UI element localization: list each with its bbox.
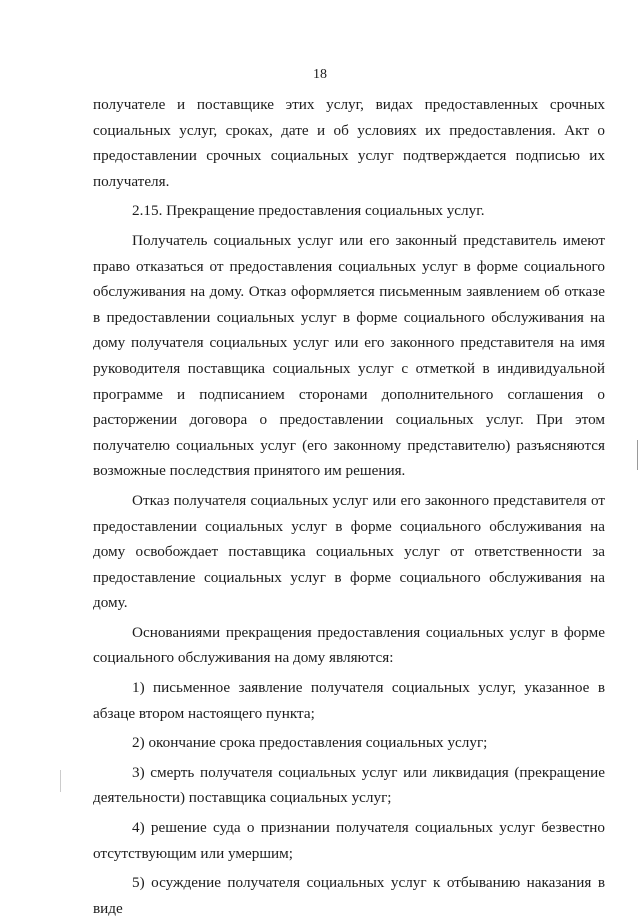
document-body xyxy=(93,92,605,921)
paragraph: Основаниями прекращения предоставления социальных услуг в форме социального обслуживания на дому являются: xyxy=(93,623,605,667)
paragraph: Получатель социальных услуг или его законный представитель имеют право отказаться от предоставления социальных услуг в форме социального обслуживания на дому. Отказ оформляется письменным заявлением об отказе в предоставлении социальных услуг в форме социального обслуживания на дому получателя социальных услуг или его законного представителя на имя руководителя поставщика социальных услуг с отметкой в индивидуальной программе и подписанием сторонами дополнительного соглашения о расторжении договора о предоставлении социальных услуг. При этом получателю социальных услуг (его законному представителю) разъясняются возможные последствия принятого им решения. xyxy=(93,231,605,480)
page-number: 18 xyxy=(313,67,327,82)
list-item: 1) письменное заявление получателя социальных услуг, указанное в абзаце втором настоящего пункта; xyxy=(93,679,605,722)
section-heading: 2.15. Прекращение предоставления социальных услуг. xyxy=(132,202,485,220)
paragraph-continuation: получателе и поставщике этих услуг, видах предоставленных срочных социальных услуг, сроках, дате и об условиях их предоставления. Акт о предоставлении срочных социальных услуг подтверждается подписью их получателя. xyxy=(93,96,605,190)
list-item: 4) решение суда о признании получателя социальных услуг безвестно отсутствующим или умершим; xyxy=(93,819,605,862)
scan-edge-mark xyxy=(60,770,61,792)
list-item: 2) окончание срока предоставления социальных услуг; xyxy=(132,734,488,752)
paragraph: Отказ получателя социальных услуг или его законного представителя от предоставлении социальных услуг в форме социального обслуживания на дому освобождает поставщика социальных услуг от ответственности за предоставление социальных услуг в форме социального обслуживания на дому. xyxy=(93,491,605,612)
list-item: 3) смерть получателя социальных услуг или ликвидация (прекращение деятельности) поставщика социальных услуг; xyxy=(93,763,605,807)
scan-edge-mark xyxy=(637,440,638,470)
list-item: 5) осуждение получателя социальных услуг к отбыванию наказания в виде xyxy=(93,874,605,917)
